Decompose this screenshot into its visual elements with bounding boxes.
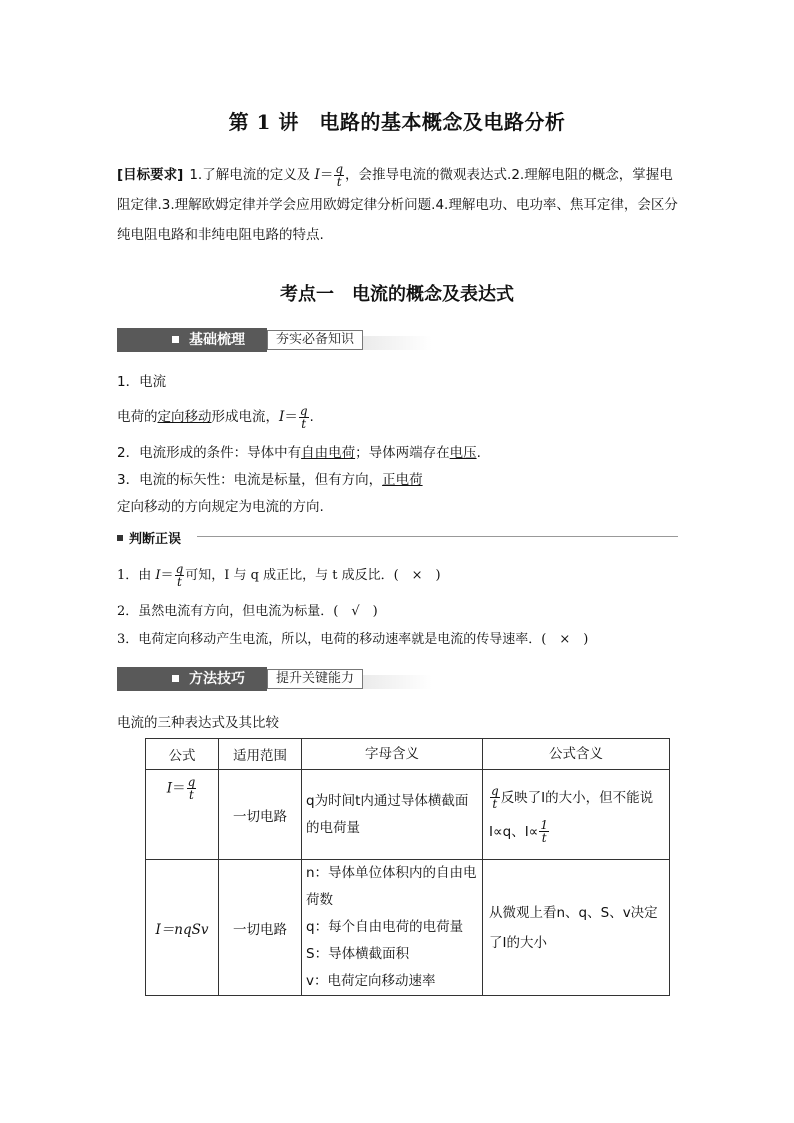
table-cell-meaning: n：导体单位体积内的自由电荷数 q：每个自由电荷的电荷量 S：导体横截面积 v：电荷定向移动速率 [302, 860, 483, 996]
table-row [146, 770, 670, 860]
table-cell-meaning: q为时间t内通过导体横截面的电荷量 [302, 770, 483, 860]
judge-item-2: 2．虽然电流有方向，但电流为标量．( √ ) [117, 604, 378, 619]
item-3-text: 3．电流的标矢性：电流是标量，但有方向，正电荷 [117, 472, 423, 488]
table-header: 字母含义 [302, 739, 483, 770]
table-header: 适用范围 [219, 739, 302, 770]
blank-answer: 电压 [449, 445, 477, 461]
objectives-text-1: 1.了解电流的定义及 [189, 167, 315, 183]
learning-objectives: [目标要求] 1.了解电流的定义及 I＝ $\frac{q}{t}$ ，会推导电流的微观表达式.2.理解电阻的概念，掌握电阻定律.3.理解欧姆定律并学会应用欧姆定律分析问题.4.理解电功、电功率、焦耳定律，会区分纯电阻电路和非纯电阻电路的特点. [117, 161, 678, 243]
objectives-formula-lhs: I [314, 167, 320, 183]
comparison-table [145, 738, 670, 996]
objectives-formula-fraction: $\frac{q}{t}$ [335, 161, 344, 189]
square-bullet-icon [172, 675, 179, 682]
blank-answer: 正电荷 [382, 472, 423, 488]
band-basics [117, 328, 432, 352]
table-cell-formula: I＝nqSv [146, 860, 219, 996]
item-1-text: 电荷的定向移动形成电流，I＝ $\frac{q}{t}$ . [117, 403, 314, 431]
table-caption: 电流的三种表达式及其比较 [117, 715, 279, 731]
table-header: 公式 [146, 739, 219, 770]
judge-item-1: 1．由 I＝ $\frac{q}{t}$ 可知，I 与 q 成正比，与 t 成反比．( × ) [117, 562, 441, 589]
item-1-heading: 1．电流 [117, 374, 167, 390]
judge-formula-fraction: $\frac{q}{t}$ [175, 562, 184, 589]
blank-answer: 自由电荷 [301, 445, 356, 461]
judge-item-3: 3．电荷定向移动产生电流，所以，电荷的移动速率就是电流的传导速率．( × ) [117, 632, 589, 647]
band-methods [117, 667, 432, 691]
divider [197, 536, 678, 537]
blank-answer: 定向移动 [157, 409, 212, 425]
table-cell-description: 从微观上看n、q、S、v决定了I的大小 [483, 860, 670, 996]
band-methods-label: 方法技巧 [189, 671, 245, 687]
judge-label: 判断正误 [129, 532, 182, 547]
lesson-title: 第 1 讲 电路的基本概念及电路分析 [228, 110, 566, 134]
section-heading: 考点一 电流的概念及表达式 [280, 284, 514, 305]
band-basics-tab: 夯实必备知识 [267, 330, 363, 350]
table-header-row [146, 739, 670, 770]
band-methods-tab: 提升关键能力 [267, 669, 363, 689]
objectives-tag: [目标要求] [117, 167, 184, 183]
table-header: 公式含义 [483, 739, 670, 770]
objectives-text-2: ，会推导电流的微观表达式.2.理解电阻的概念，掌握电阻定律.3.理解欧姆定律并学会应用欧姆定律分析问题.4.理解电功、电功率、焦耳定律，会区分纯电阻电路和非纯电阻电路的特点. [117, 167, 678, 243]
table-cell-scope: 一切电路 [219, 770, 302, 860]
item-3-text-cont: 定向移动的方向规定为电流的方向. [117, 499, 324, 515]
table-row [146, 860, 670, 996]
square-bullet-icon [117, 535, 123, 541]
current-formula-fraction: $\frac{q}{t}$ [299, 403, 308, 431]
judge-header [117, 527, 678, 545]
table-cell-description: $\frac{q}{t}$ 反映了I的大小，但不能说I∝q、I∝ $\frac{1}{t}$ [483, 770, 670, 860]
table-cell-formula: I＝ $\frac{q}{t}$ [146, 770, 219, 860]
square-bullet-icon [172, 336, 179, 343]
item-2-text: 2．电流形成的条件：导体中有自由电荷；导体两端存在电压. [117, 445, 481, 461]
band-basics-label: 基础梳理 [189, 332, 245, 348]
table-cell-scope: 一切电路 [219, 860, 302, 996]
